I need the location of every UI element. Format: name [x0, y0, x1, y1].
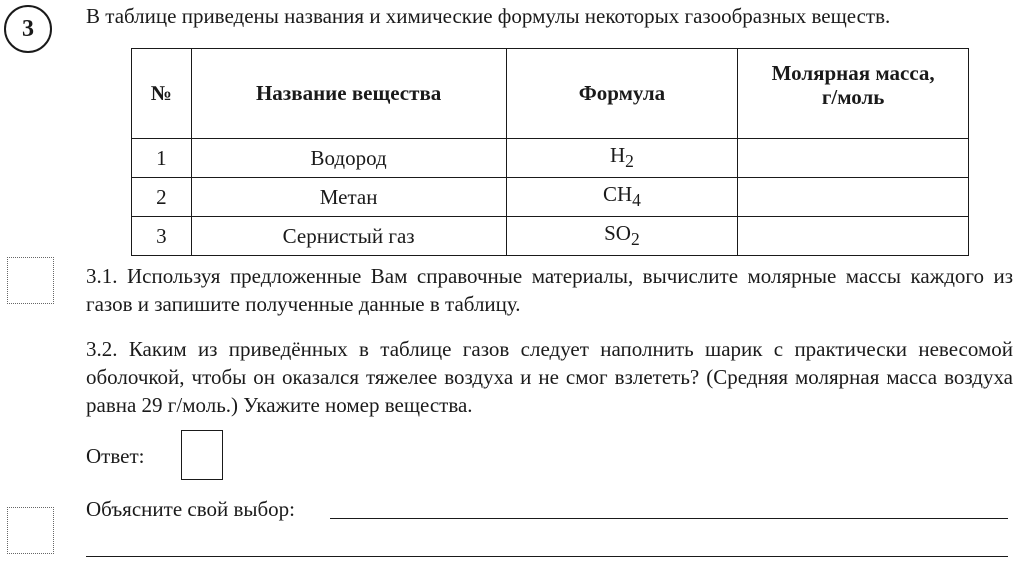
formula-base: H	[609, 143, 626, 168]
formula-subscript: 2	[625, 151, 634, 172]
task-intro-text: В таблице приведены названия и химические формулы некоторых газообразных веществ.	[86, 4, 891, 28]
formula-subscript: 2	[630, 229, 640, 250]
header-formula: Формула	[506, 49, 738, 139]
formula-base: CH	[602, 182, 633, 207]
formula-base: SO	[604, 221, 631, 246]
score-box-3-2	[7, 507, 54, 554]
answer-label: Ответ:	[86, 444, 145, 468]
row-number: 1	[132, 139, 192, 178]
table-row	[132, 217, 969, 256]
row-formula	[506, 178, 738, 217]
explain-label: Объясните свой выбор:	[86, 497, 296, 521]
table-row	[132, 139, 969, 178]
row-number: 3	[132, 217, 192, 256]
row-formula	[506, 139, 738, 178]
row-molar-mass-cell[interactable]	[738, 217, 969, 256]
table-header-row	[132, 49, 969, 139]
header-molar-mass	[738, 49, 969, 139]
question-3-2-text: 3.2. Каким из приведённых в таблице газов следует наполнить шарик с практически невесомой оболочкой, чтобы он оказался тяжелее воздуха и не смог взлететь? (Средняя молярная масса воздуха равна 29 г/моль.) Укажите номер вещества.	[86, 337, 1013, 417]
row-substance-name: Сернистый газ	[191, 217, 506, 256]
row-substance-name: Водород	[191, 139, 506, 178]
table-row	[132, 178, 969, 217]
header-number: №	[132, 49, 192, 139]
gas-table	[131, 48, 969, 256]
header-substance-name: Название вещества	[191, 49, 506, 139]
row-number: 2	[132, 178, 192, 217]
score-box-3-1	[7, 257, 54, 304]
row-molar-mass-cell[interactable]	[738, 178, 969, 217]
answer-input-box[interactable]	[181, 430, 223, 480]
task-number-badge: 3	[4, 5, 52, 53]
row-formula	[506, 217, 738, 256]
formula-subscript: 4	[632, 190, 641, 211]
question-3-1-text: 3.1. Используя предложенные Вам справочные материалы, вычислите молярные массы каждого из газов и запишите полученные данные в таблицу.	[86, 264, 1013, 316]
explain-answer-line-2[interactable]	[86, 556, 1008, 557]
row-substance-name: Метан	[191, 178, 506, 217]
explain-answer-line-1[interactable]	[330, 518, 1008, 519]
header-molar-mass-line1: Молярная масса,	[771, 61, 935, 85]
row-molar-mass-cell[interactable]	[738, 139, 969, 178]
header-molar-mass-line2: г/моль	[821, 85, 885, 109]
